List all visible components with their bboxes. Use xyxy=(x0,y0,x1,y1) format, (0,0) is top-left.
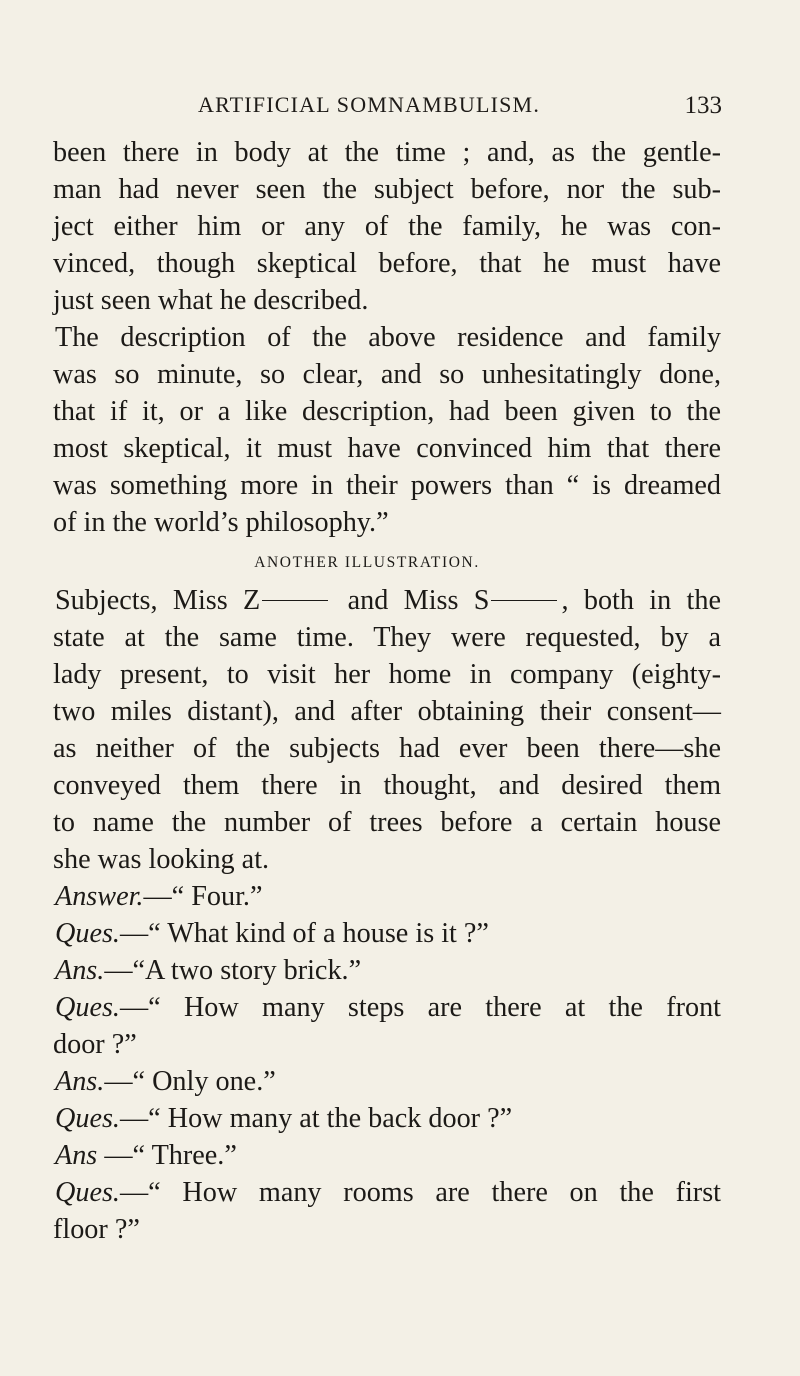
redaction-dash xyxy=(491,600,557,601)
dialogue-text: —“ Three.” xyxy=(97,1140,237,1171)
speaker-label: Ques. xyxy=(55,1103,120,1134)
dialogue-text: —“ How many steps are there at the front xyxy=(119,992,721,1023)
text-line: that if it, or a like description, had been given to the xyxy=(53,396,721,427)
running-title: ARTIFICIAL SOMNAMBULISM. xyxy=(198,92,541,117)
subjects-text-b: and Miss S xyxy=(347,585,490,616)
speaker-label: Ans xyxy=(55,1140,98,1171)
text-line: two miles distant), and after obtaining their consent— xyxy=(53,696,721,727)
text-line: conveyed them there in thought, and desired them xyxy=(53,770,721,801)
dialogue-text: —“A two story brick.” xyxy=(104,955,362,986)
dialogue-line xyxy=(53,1174,721,1211)
text-line: state at the same time. They were requested, by a xyxy=(53,622,721,653)
dialogue-line xyxy=(53,878,721,915)
dialogue-text: —“ How many rooms are there on the first xyxy=(119,1177,721,1208)
paragraph-continued xyxy=(53,134,721,319)
text-line: been there in body at the time ; and, as the gentle- xyxy=(53,137,721,168)
running-head xyxy=(198,92,722,122)
dialogue xyxy=(53,878,721,1248)
dialogue-line xyxy=(53,952,721,989)
dialogue-text: —“ How many at the back door ?” xyxy=(119,1103,513,1134)
speaker-label: Ans. xyxy=(55,1066,105,1097)
text-line-subjects xyxy=(53,582,721,619)
speaker-label: Ques. xyxy=(55,992,120,1023)
dialogue-text: —“ Four.” xyxy=(143,881,263,912)
dialogue-text: —“ Only one.” xyxy=(104,1066,276,1097)
text-line: most skeptical, it must have convinced him that there xyxy=(53,433,721,464)
speaker-label: Ans. xyxy=(55,955,105,986)
text-line: was something more in their powers than “ is dreamed xyxy=(53,470,721,501)
body-text xyxy=(53,134,721,1248)
dialogue-line xyxy=(53,1063,721,1100)
text-line: The description of the above residence and family xyxy=(55,322,721,353)
speaker-label: Ques. xyxy=(55,918,120,949)
text-line: ject either him or any of the family, he was con- xyxy=(53,211,721,242)
paragraph-description xyxy=(53,319,721,541)
page-number: 133 xyxy=(684,92,722,119)
redaction-dash xyxy=(262,600,328,601)
text-line: vinced, though skeptical before, that he must have xyxy=(53,248,721,279)
text-line: lady present, to visit her home in company (eighty- xyxy=(53,659,721,690)
subjects-text-c: , both in the xyxy=(561,585,721,616)
text-line: as neither of the subjects had ever been there—she xyxy=(53,733,721,764)
speaker-label: Answer. xyxy=(55,881,144,912)
text-line: was so minute, so clear, and so unhesitatingly done, xyxy=(53,359,721,390)
dialogue-line xyxy=(53,1137,721,1174)
paragraph-illustration xyxy=(53,582,721,878)
subjects-text-a: Subjects, Miss Z xyxy=(55,585,261,616)
dialogue-continuation: door ?” xyxy=(53,1029,137,1060)
dialogue-text: —“ What kind of a house is it ?” xyxy=(119,918,489,949)
speaker-label: Ques. xyxy=(55,1177,120,1208)
section-heading: ANOTHER ILLUSTRATION. xyxy=(254,554,480,571)
dialogue-line xyxy=(53,915,721,952)
text-line: man had never seen the subject before, nor the sub- xyxy=(53,174,721,205)
dialogue-line xyxy=(53,1100,721,1137)
text-line: just seen what he described. xyxy=(53,285,369,316)
dialogue-continuation: floor ?” xyxy=(53,1214,140,1245)
text-line: she was looking at. xyxy=(53,844,270,875)
text-line: to name the number of trees before a certain house xyxy=(53,807,721,838)
dialogue-line xyxy=(53,989,721,1026)
text-line: of in the world’s philosophy.” xyxy=(53,507,389,538)
